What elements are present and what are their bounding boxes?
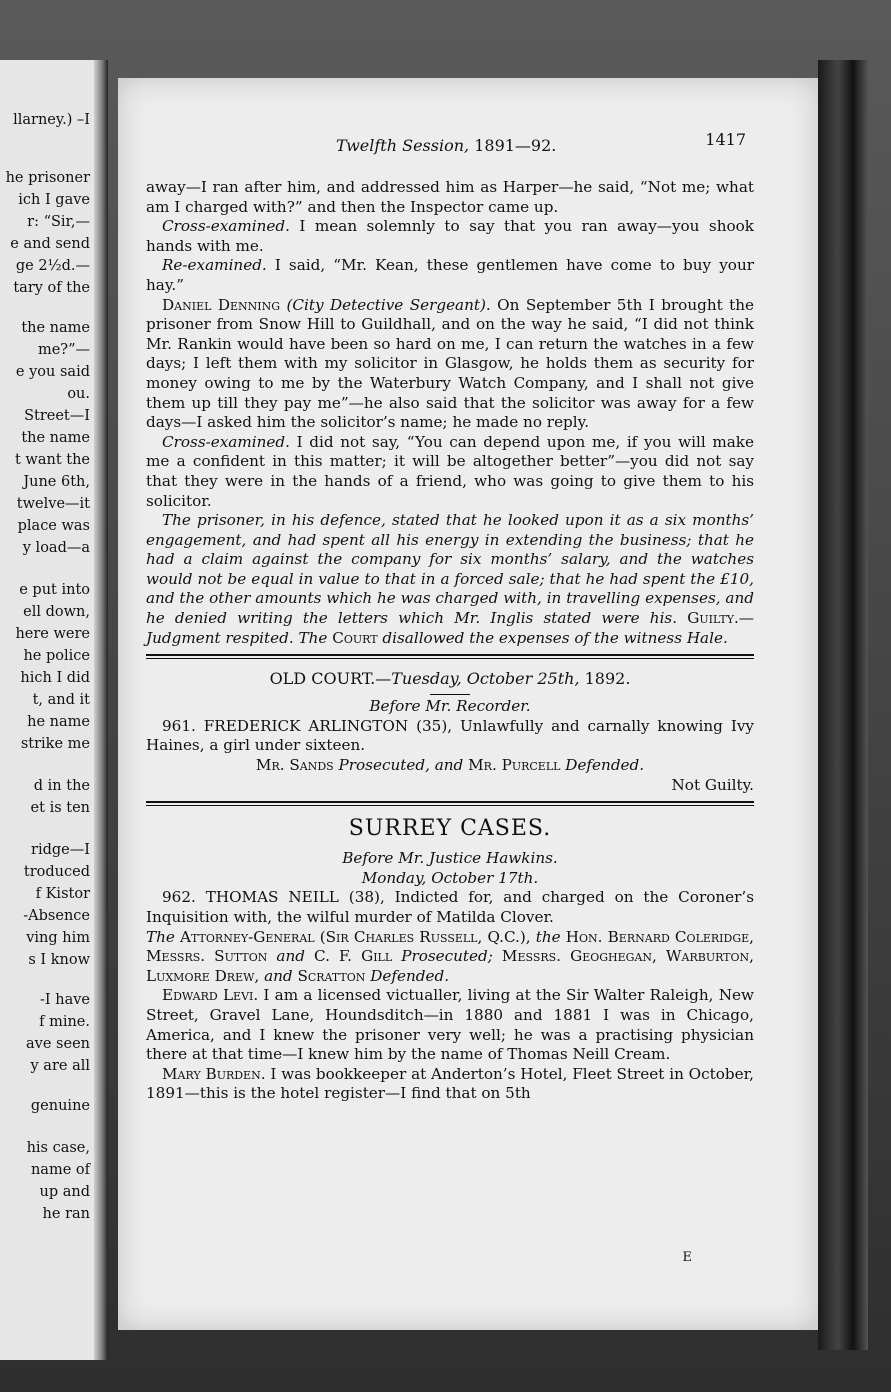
book-gutter — [94, 60, 108, 1360]
left-page-line: r: “Sir,— — [27, 214, 90, 230]
left-page-line: ge 2½d.— — [15, 258, 90, 274]
short-rule — [430, 694, 470, 695]
left-page-line: s I know — [28, 952, 90, 968]
left-page-line: up and — [39, 1184, 90, 1200]
left-page-line: f Kistor — [35, 886, 90, 902]
witness-name: Edward Levi. — [162, 986, 259, 1005]
left-page-line: e you said — [15, 364, 90, 380]
left-page-line: ving him — [26, 930, 90, 946]
court-name: OLD COURT.— — [269, 669, 392, 689]
case-962 — [146, 888, 754, 927]
dash: — — [738, 609, 754, 628]
left-page-line: f mine. — [39, 1014, 90, 1030]
left-page-line: e put into — [19, 582, 90, 598]
court-word: Court — [332, 628, 378, 647]
paragraph-label: Cross-examined. — [162, 217, 290, 236]
witness-name: Daniel Denning — [162, 295, 281, 314]
before-text: Before Mr. Justice Hawkins. — [342, 849, 558, 868]
paragraph-re-examined — [146, 256, 754, 295]
left-page-line: y are all — [30, 1058, 90, 1074]
verdict-guilty: Guilty. — [677, 609, 739, 628]
page-header — [118, 126, 818, 154]
left-page-line: the name — [21, 320, 90, 336]
surrey-cases-heading: SURREY CASES. — [348, 816, 552, 842]
running-head-year: 1891—92. — [469, 136, 557, 155]
court-year: 1892. — [579, 669, 631, 689]
paragraph-text: I mean solemnly to say that you ran away—you shook hands with me. — [146, 217, 754, 255]
case-961 — [146, 717, 754, 756]
left-page-line: genuine — [30, 1098, 90, 1114]
left-page-line: tary of the — [13, 280, 90, 296]
left-page-line: troduced — [23, 864, 90, 880]
left-page-line: his case, — [26, 1140, 90, 1156]
counsel-part: The — [146, 927, 175, 946]
left-page-line: he name — [27, 714, 90, 730]
paragraph-label: Cross-examined. — [162, 432, 290, 451]
right-page — [118, 78, 818, 1330]
page-body — [146, 178, 754, 1104]
old-court-heading — [146, 669, 754, 688]
left-page-line: ave seen — [26, 1036, 90, 1052]
left-page-line: ridge—I — [31, 842, 90, 858]
left-page-line: -I have — [40, 992, 90, 1008]
left-page-line: June 6th, — [23, 474, 90, 490]
counsel-part: the — [535, 927, 561, 946]
counsel-part: Scratton — [292, 966, 371, 985]
surrey-date — [146, 869, 754, 889]
case-number: 962. — [162, 888, 196, 907]
paragraph-denning — [146, 296, 754, 433]
left-page-line: ich I gave — [18, 192, 90, 208]
left-page-line: hich I did — [20, 670, 90, 686]
witness-role: (City Detective Sergeant) — [280, 295, 486, 314]
counsel-part: Hon. Bernard Coleridge, Messrs. Sutton — [146, 927, 754, 966]
section-divider — [146, 654, 754, 659]
date-text: Monday, October 17th. — [361, 868, 539, 887]
left-page-line: he prisoner — [5, 170, 90, 186]
case-961-counsel — [146, 756, 754, 776]
paragraph-text: I was bookkeeper at Anderton’s Hotel, Fleet Street in October, 1891—this is the hotel register—I find that on 5th — [146, 1064, 755, 1103]
defence-text: The prisoner, in his defence, stated that he looked upon it as a six months’ engagement, and had spent all his energy in extending the business; that he had a claim against the company for six months’ salary, and the watches would not be equal in value to that in a forced sale; that he had spent the £10, and the other amounts which he was charged with, in travelling expenses, and he denied writing the letters which Mr. Inglis stated were his. — [146, 511, 754, 628]
paragraph-burden — [146, 1065, 754, 1104]
case-961-verdict: Not Guilty. — [671, 775, 754, 794]
counsel-connector: Prosecuted, and — [333, 756, 469, 775]
paragraph-label: Re-examined. — [162, 256, 267, 275]
counsel-prosecution: Mr. Sands — [255, 756, 334, 775]
left-page-line: ell down, — [23, 604, 90, 620]
left-page-line: twelve—it — [16, 496, 90, 512]
counsel-defended: Defended. — [560, 756, 645, 775]
left-page-line: t, and it — [32, 692, 90, 708]
left-page-line: he police — [23, 648, 90, 664]
left-page-line: strike me — [20, 736, 90, 752]
counsel-part: Attorney-General (Sir Charles Russell, Q.C.), — [174, 927, 536, 946]
counsel-part: Defended. — [370, 966, 450, 985]
paragraph-levi — [146, 986, 754, 1064]
counsel-defence: Mr. Purcell — [468, 756, 561, 775]
left-page-line: y load—a — [22, 540, 90, 556]
before-justice — [146, 849, 754, 869]
paragraph-text: I am a licensed victualler, living at the Sir Walter Raleigh, New Street, Gravel Lane, Houndsditch—in 1880 and 1881 I was in Chicago, America, and I knew the prisoner very well; he was a practising physician there at that time—I knew him by the name of Thomas Neill Cream. — [146, 986, 754, 1064]
paragraph-cross-examined-2 — [146, 433, 754, 511]
before-recorder — [146, 697, 754, 717]
left-page-line: t want the — [14, 452, 90, 468]
section-divider-2 — [146, 801, 754, 806]
paragraph-text: . On September 5th I brought the prisoner from Snow Hill to Guildhall, and on the way he said, “I did not think Mr. Rankin would have been so hard on me, I can return the watches in a few days; I left them with my solicitor in Glasgow, he holds them as security for money owing to me by the Waterbury Watch Company, and I shall not give them up till they pay me”—he also said that the solicitor was away for a few days—I asked him the solicitor’s name; he made no reply. — [146, 295, 754, 432]
page-number: 1417 — [705, 130, 746, 149]
judgment-text-2: disallowed the expenses of the witness Hale. — [377, 628, 728, 647]
court-date: Tuesday, October 25th, — [391, 669, 580, 689]
paragraph-cross-examined — [146, 217, 754, 256]
paragraph-continuation — [146, 178, 754, 217]
counsel-part: Messrs. Geoghegan, Warburton, Luxmore Drew, — [146, 947, 754, 985]
counsel-part: Prosecuted; — [401, 947, 493, 966]
previous-page-edge — [0, 60, 108, 1360]
left-page-line: ou. — [67, 386, 90, 402]
left-page-line: Street—I — [24, 408, 90, 424]
case-text: (35), Unlawfully and carnally knowing Ivy Haines, a girl under sixteen. — [146, 716, 754, 755]
left-page-line: d in the — [33, 778, 90, 794]
left-page-line: name of — [30, 1162, 90, 1178]
case-number: 961. — [162, 716, 196, 735]
running-head — [336, 136, 556, 155]
witness-name: Mary Burden. — [162, 1064, 266, 1083]
left-page-line: llarney.) –I — [13, 112, 90, 128]
left-page-line: -Absence — [23, 908, 90, 924]
paragraph-text: I said, “Mr. Kean, these gentlemen have come to buy your hay.” — [146, 256, 754, 294]
left-page-line: et is ten — [30, 800, 90, 816]
book-fore-edge — [818, 60, 868, 1350]
paragraph-text: I did not say, “You can depend upon me, if you will make me a confident in this matter; it will be altogether better”—you did not say that they were in the hands of a friend, who was going to give them to his solicitor. — [146, 432, 754, 510]
left-page-line: he ran — [42, 1206, 90, 1222]
left-page-line: place was — [17, 518, 90, 534]
left-page-line: the name — [21, 430, 90, 446]
judgment-text: Judgment respited. The — [146, 628, 333, 647]
paragraph-defence — [146, 511, 754, 648]
case-text: (38), Indicted for, and charged on the Coroner’s Inquisition with, the wilful murder of Matilda Clover. — [146, 888, 754, 926]
paragraph-text: away—I ran after him, and addressed him as Harper—he said, “Not me; what am I charged with?” and then the Inspector came up. — [146, 178, 754, 216]
before-text: Before Mr. Recorder. — [369, 697, 531, 716]
running-head-session: Twelfth Session, — [336, 136, 470, 155]
left-page-line: here were — [15, 626, 90, 642]
counsel-part: C. F. Gill — [304, 947, 402, 966]
signature-mark: E — [682, 1250, 692, 1265]
defendant-name: FREDERICK ARLINGTON — [195, 716, 409, 735]
counsel-part: and — [264, 966, 293, 985]
left-page-line: e and send — [10, 236, 90, 252]
defendant-name: THOMAS NEILL — [195, 888, 339, 907]
counsel-part: and — [276, 947, 305, 966]
left-page-line: me?”— — [37, 342, 90, 358]
case-962-counsel — [146, 928, 754, 987]
